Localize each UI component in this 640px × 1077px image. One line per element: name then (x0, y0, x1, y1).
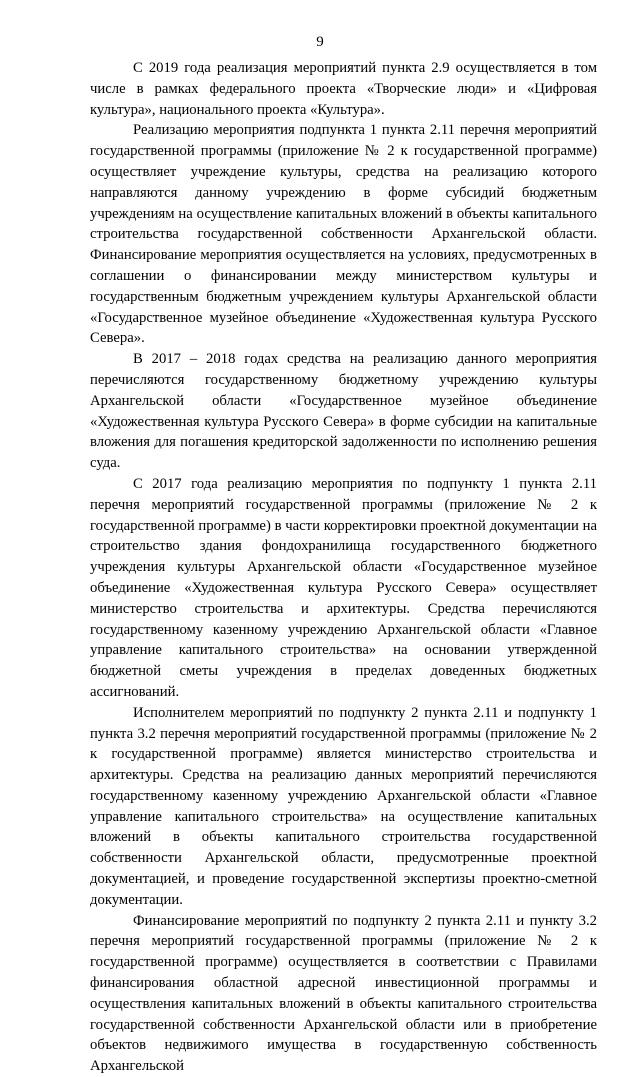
paragraph-2: Реализацию мероприятия подпункта 1 пункта 2.11 перечня мероприятий государственной программы (приложение № 2 к государственной программе) осуществляет учреждение культуры, средства на реализацию которого направляются данному учреждению в форме субсидий бюджетным учреждениям на осуществление капитальных вложений в объекты капитального строительства государственной собственности Архангельской области. Финансирование мероприятия осуществляется на условиях, предусмотренных в соглашении о финансировании между министерством культуры и государственным бюджетным учреждением культуры Архангельской области «Государственное музейное объединение «Художественная культура Русского Севера». (90, 122, 597, 347)
paragraph-3: В 2017 – 2018 годах средства на реализацию данного мероприятия перечисляются государственному бюджетному учреждению культуры Архангельской области «Государственное музейное объединение «Художественная культура Русского Севера» в форме субсидии на капитальные вложения для погашения кредиторской задолженности по исполнению решения суда. (90, 351, 597, 472)
paragraph-1: С 2019 года реализация мероприятий пункта 2.9 осуществляется в том числе в рамках федерального проекта «Творческие люди» и «Цифровая культура», национального проекта «Культура». (90, 60, 597, 118)
document-body (90, 58, 597, 1077)
paragraph-6: Финансирование мероприятий по подпункту 2 пункта 2.11 и пункту 3.2 перечня мероприятий государственной программы (приложение № 2 к государственной программе) осуществляется в соответствии с Правилами финансирования областной адресной инвестиционной программы и осуществления капитальных вложений в объекты капитального строительства государственной собственности Архангельской области или в приобретение объектов недвижимого имущества в государственную собственность Архангельской (90, 912, 597, 1075)
paragraph-5: Исполнителем мероприятий по подпункту 2 пункта 2.11 и подпункту 1 пункта 3.2 перечня мероприятий государственной программы (приложение № 2 к государственной программе) является министерство строительства и архитектуры. Средства на реализацию данных мероприятий перечисляются государственному казенному учреждению Архангельской области «Главное управление капитального строительства» на осуществление капитальных вложений в объекты капитального строительства государственной собственности Архангельской области, предусмотренные проектной документацией, и проведение государственной экспертизы проектно-сметной документации. (90, 704, 597, 908)
paragraph-4: С 2017 года реализацию мероприятия по подпункту 1 пункта 2.11 перечня мероприятий государственной программы (приложение № 2 к государственной программе) в части корректировки проектной документации на строительство здания фондохранилища государственного бюджетного учреждения культуры Архангельской области «Государственное музейное объединение «Художественная культура Русского Севера» осуществляет министерство строительства и архитектуры. Средства перечисляются государственному казенному учреждению Архангельской области «Главное управление капитального строительства» на основании утвержденной бюджетной сметы учреждения в пределах доведенных бюджетных ассигнований. (90, 475, 597, 700)
page-number: 9 (316, 34, 324, 50)
